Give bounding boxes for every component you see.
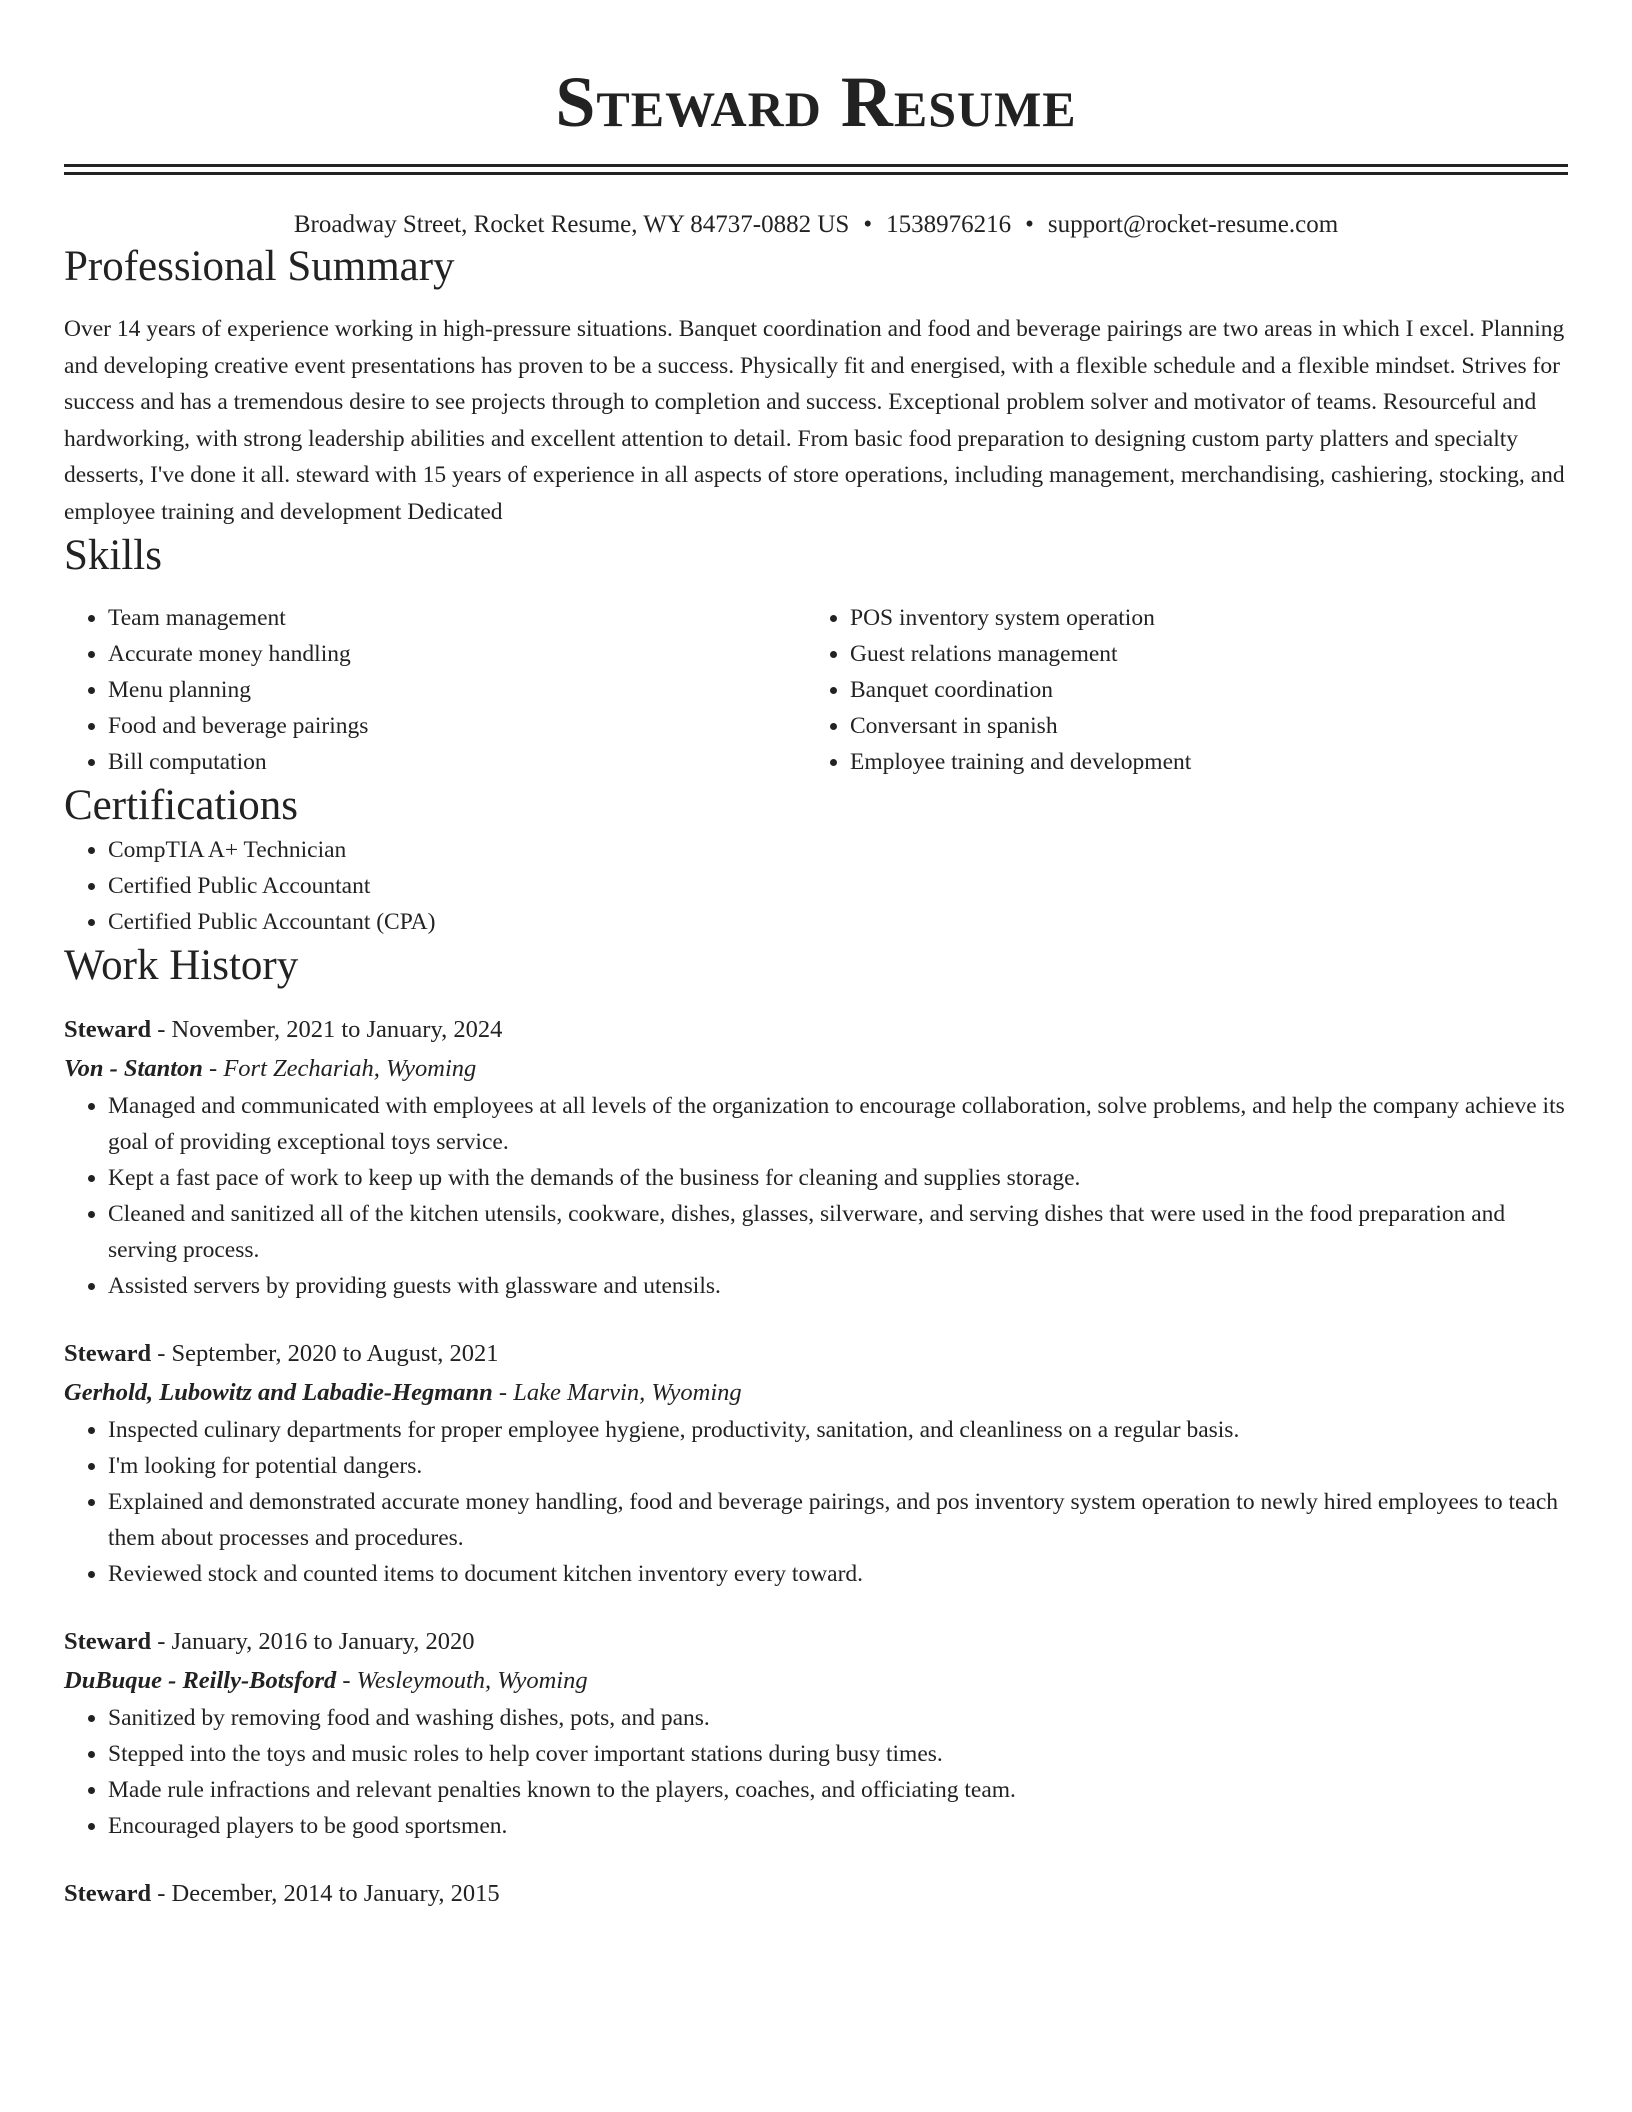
contact-email: support@rocket-resume.com <box>1047 211 1339 238</box>
skills-column-left <box>64 600 806 780</box>
job-employer-line <box>64 1373 1568 1412</box>
job-duties-list <box>64 1088 1568 1304</box>
dash: - <box>202 1055 224 1082</box>
job-title-line <box>64 1874 1568 1913</box>
dash: - <box>151 1016 172 1043</box>
skills-list-right <box>806 600 1548 780</box>
title-double-rule <box>64 164 1568 175</box>
certifications-heading: Certifications <box>64 782 299 829</box>
job-duty-item: • Reviewed stock and counted items to document kitchen inventory every toward. <box>108 1556 1568 1592</box>
job-dates: November, 2021 to January, 2024 <box>171 1016 503 1043</box>
skill-item: • Food and beverage pairings <box>108 708 806 744</box>
dash: - <box>492 1379 514 1406</box>
job-duty-item: • Inspected culinary departments for proper employee hygiene, productivity, sanitation, and cleanliness on a regular basis. <box>108 1412 1568 1448</box>
job-location: Wesleymouth, Wyoming <box>356 1667 588 1694</box>
job-duty-item: • Made rule infractions and relevant penalties known to the players, coaches, and officiating team. <box>108 1772 1568 1808</box>
contact-separator: • <box>1025 211 1034 238</box>
skill-item: • Accurate money handling <box>108 636 806 672</box>
work-history-heading: Work History <box>64 942 299 989</box>
skills-grid <box>64 600 1568 780</box>
job-title-line <box>64 1010 1568 1049</box>
job-title: Steward <box>64 1880 152 1907</box>
skills-column-right <box>806 600 1548 780</box>
job-duty-item: • Assisted servers by providing guests with glassware and utensils. <box>108 1268 1568 1304</box>
skill-item: • POS inventory system operation <box>850 600 1548 636</box>
job-employer: DuBuque - Reilly-Botsford <box>64 1667 337 1694</box>
dash: - <box>151 1628 172 1655</box>
job-entry <box>64 1622 1568 1844</box>
job-duty-item: • I'm looking for potential dangers. <box>108 1448 1568 1484</box>
skill-item: • Team management <box>108 600 806 636</box>
certifications-list <box>64 832 1568 940</box>
skill-item: • Menu planning <box>108 672 806 708</box>
job-duty-item: • Managed and communicated with employees at all levels of the organization to encourage collaboration, solve problems, and help the company achieve its goal of providing exceptional toys service. <box>108 1088 1568 1160</box>
job-entry <box>64 1874 1568 1913</box>
skill-item: • Employee training and development <box>850 744 1548 780</box>
skills-heading: Skills <box>64 532 162 579</box>
job-location: Fort Zechariah, Wyoming <box>223 1055 477 1082</box>
job-duty-item: • Stepped into the toys and music roles to help cover important stations during busy times. <box>108 1736 1568 1772</box>
summary-text: Over 14 years of experience working in high-pressure situations. Banquet coordination and food and beverage pairings are two areas in which I excel. Planning and developing creative event presentations has proven to be a success. Physically fit and energised, with a flexible schedule and a flexible mindset. Strives for success and has a tremendous desire to see projects through to completion and success. Exceptional problem solver and motivator of teams. Resourceful and hardworking, with strong leadership abilities and excellent attention to detail. From basic food preparation to designing custom party platters and specialty desserts, I've done it all. steward with 15 years of experience in all aspects of store operations, including management, merchandising, cashiering, stocking, and employee training and development Dedicated <box>64 316 1565 525</box>
certification-item: • Certified Public Accountant (CPA) <box>108 904 1568 940</box>
job-duty-item: • Cleaned and sanitized all of the kitchen utensils, cookware, dishes, glasses, silverware, and serving dishes that were used in the food preparation and serving process. <box>108 1196 1568 1268</box>
job-duty-item: • Explained and demonstrated accurate money handling, food and beverage pairings, and pos inventory system operation to newly hired employees to teach them about processes and procedures. <box>108 1484 1568 1556</box>
job-dates: January, 2016 to January, 2020 <box>171 1628 475 1655</box>
job-title: Steward <box>64 1016 152 1043</box>
job-dates: December, 2014 to January, 2015 <box>171 1880 500 1907</box>
contact-line <box>64 209 1568 241</box>
job-title: Steward <box>64 1628 152 1655</box>
certification-item: • CompTIA A+ Technician <box>108 832 1568 868</box>
job-entry <box>64 1334 1568 1592</box>
contact-phone: 1538976216 <box>886 211 1012 238</box>
job-duty-item: • Sanitized by removing food and washing dishes, pots, and pans. <box>108 1700 1568 1736</box>
job-location: Lake Marvin, Wyoming <box>513 1379 742 1406</box>
job-employer: Gerhold, Lubowitz and Labadie-Hegmann <box>64 1379 493 1406</box>
job-duties-list <box>64 1412 1568 1592</box>
dash: - <box>151 1880 172 1907</box>
job-entry <box>64 1010 1568 1304</box>
skill-item: • Guest relations management <box>850 636 1548 672</box>
skill-item: • Banquet coordination <box>850 672 1548 708</box>
skill-item: • Bill computation <box>108 744 806 780</box>
job-duty-item: • Encouraged players to be good sportsmen. <box>108 1808 1568 1844</box>
skills-list-left <box>64 600 806 780</box>
resume-title: Steward Resume <box>555 62 1077 142</box>
job-employer-line <box>64 1049 1568 1088</box>
dash: - <box>151 1340 172 1367</box>
certification-item: • Certified Public Accountant <box>108 868 1568 904</box>
contact-address: Broadway Street, Rocket Resume, WY 84737-0882 US <box>293 211 850 238</box>
job-title-line <box>64 1334 1568 1373</box>
job-duties-list <box>64 1700 1568 1844</box>
job-employer-line <box>64 1661 1568 1700</box>
job-duty-item: • Kept a fast pace of work to keep up with the demands of the business for cleaning and supplies storage. <box>108 1160 1568 1196</box>
summary-heading: Professional Summary <box>64 243 455 290</box>
dash: - <box>336 1667 357 1694</box>
skill-item: • Conversant in spanish <box>850 708 1548 744</box>
job-employer: Von - Stanton <box>64 1055 203 1082</box>
job-title: Steward <box>64 1340 152 1367</box>
contact-separator: • <box>863 211 873 238</box>
job-dates: September, 2020 to August, 2021 <box>171 1340 499 1367</box>
job-title-line <box>64 1622 1568 1661</box>
